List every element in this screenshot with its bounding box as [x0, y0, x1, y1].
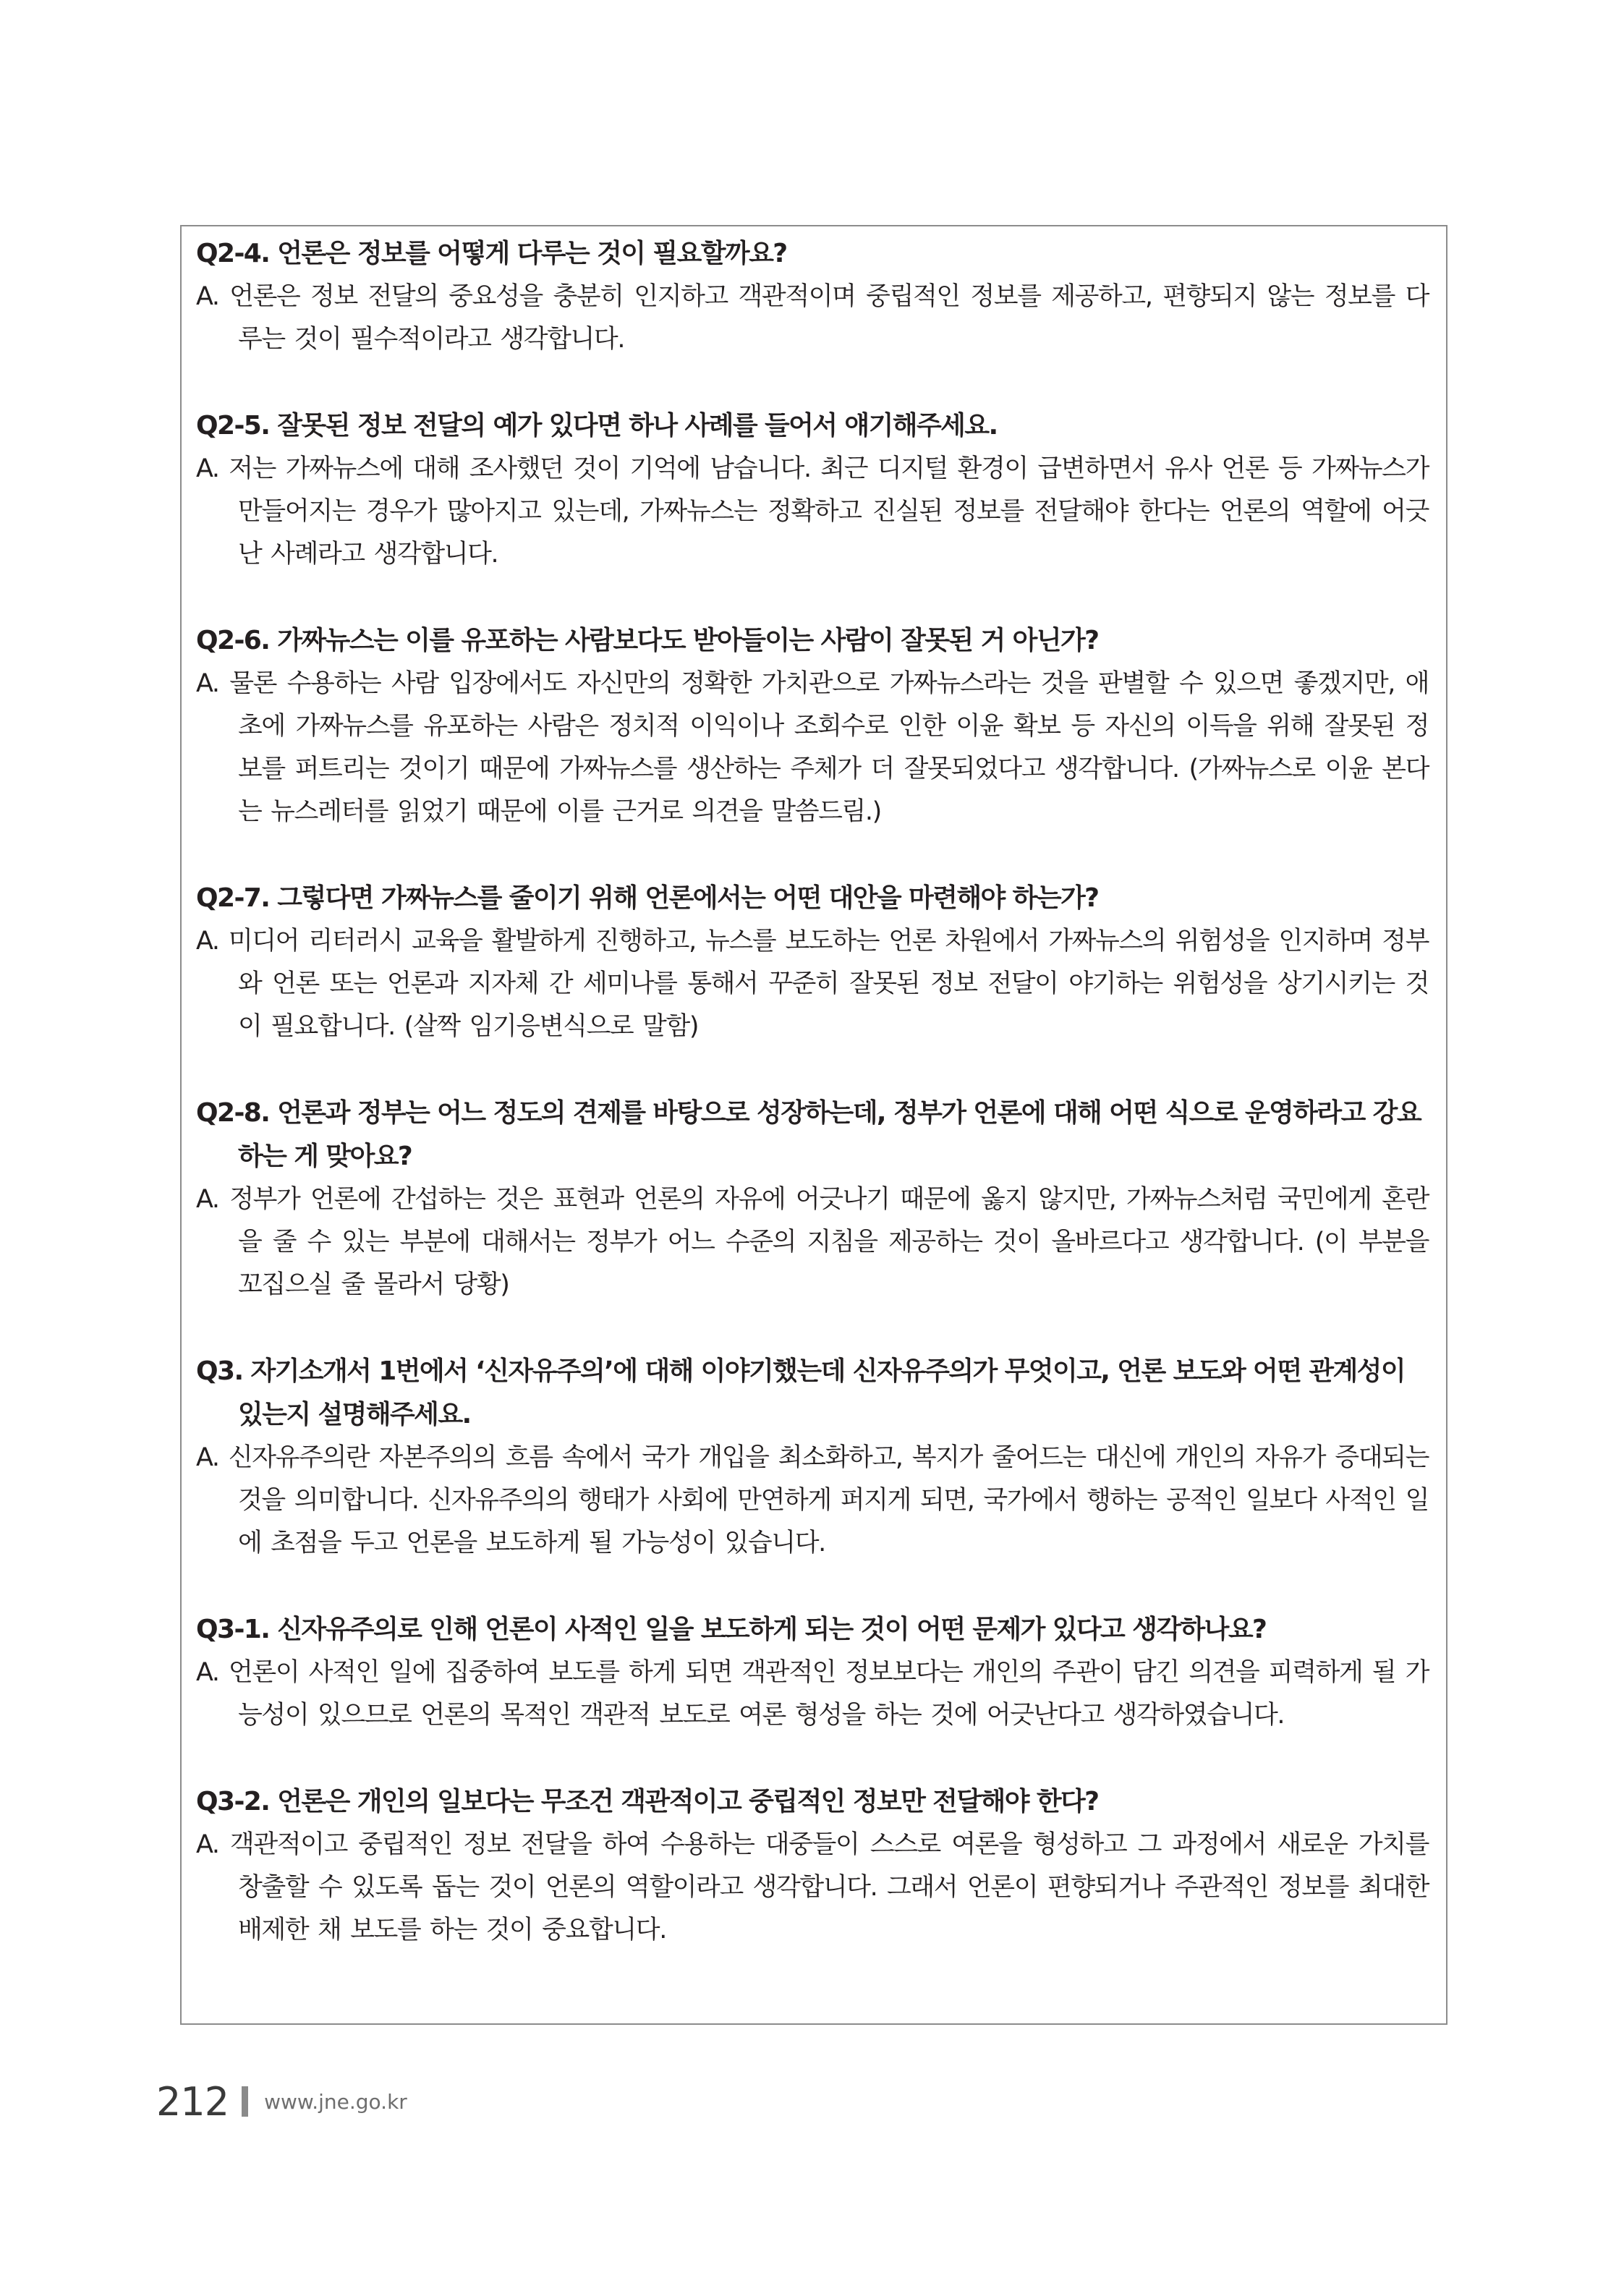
answer: A. 언론은 정보 전달의 중요성을 충분히 인지하고 객관적이며 중립적인 정보를 제공하고, 편향되지 않는 정보를 다루는 것이 필수적이라고 생각합니다.	[196, 282, 1429, 354]
page-footer	[156, 2076, 407, 2127]
qa-item-q3-2	[196, 1780, 1429, 1952]
answer: A. 물론 수용하는 사람 입장에서도 자신만의 정확한 가치관으로 가짜뉴스라는 것을 판별할 수 있으면 좋겠지만, 애초에 가짜뉴스를 유포하는 사람은 정치적 이익이나 조회수로 인한 이윤 확보 등 자신의 이득을 위해 잘못된 정보를 퍼트리는 것이기 때문에 가짜뉴스를 생산하는 주체가 더 잘못되었다고 생각합니다. (가짜뉴스로 이윤 본다는 뉴스레터를 읽었기 때문에 이를 근거로 의견을 말씀드림.)	[196, 669, 1429, 826]
qa-item-q2-4	[196, 232, 1429, 361]
qa-item-q2-7	[196, 877, 1429, 1048]
question: Q3-1. 신자유주의로 인해 언론이 사적인 일을 보도하게 되는 것이 어떤 문제가 있다고 생각하나요?	[196, 1615, 1267, 1644]
question: Q2-5. 잘못된 정보 전달의 예가 있다면 하나 사례를 들어서 얘기해주세요.	[196, 411, 998, 441]
qa-box	[180, 225, 1447, 2025]
footer-divider	[242, 2086, 248, 2117]
answer: A. 저는 가짜뉴스에 대해 조사했던 것이 기억에 남습니다. 최근 디지털 환경이 급변하면서 유사 언론 등 가짜뉴스가 만들어지는 경우가 많아지고 있는데, 가짜뉴스는 정확하고 진실된 정보를 전달해야 한다는 언론의 역할에 어긋난 사례라고 생각합니다.	[196, 454, 1429, 569]
qa-item-q2-8	[196, 1092, 1429, 1306]
question: Q3. 자기소개서 1번에서 ‘신자유주의’에 대해 이야기했는데 신자유주의가 무엇이고, 언론 보도와 어떤 관계성이 있는지 설명해주세요.	[196, 1356, 1406, 1429]
page-number: 212	[156, 2078, 229, 2125]
answer: A. 정부가 언론에 간섭하는 것은 표현과 언론의 자유에 어긋나기 때문에 옳지 않지만, 가짜뉴스처럼 국민에게 혼란을 줄 수 있는 부분에 대해서는 정부가 어느 수준의 지침을 제공하는 것이 올바르다고 생각합니다. (이 부분을 꼬집으실 줄 몰라서 당황)	[196, 1185, 1429, 1299]
qa-item-q2-5	[196, 404, 1429, 576]
site-url: www.jne.go.kr	[264, 2089, 407, 2114]
question: Q2-8. 언론과 정부는 어느 정도의 견제를 바탕으로 성장하는데, 정부가 언론에 대해 어떤 식으로 운영하라고 강요하는 게 맞아요?	[196, 1098, 1421, 1171]
qa-item-q3-1	[196, 1608, 1429, 1737]
question: Q2-4. 언론은 정보를 어떻게 다루는 것이 필요할까요?	[196, 239, 787, 268]
answer: A. 언론이 사적인 일에 집중하여 보도를 하게 되면 객관적인 정보보다는 개인의 주관이 담긴 의견을 피력하게 될 가능성이 있으므로 언론의 목적인 객관적 보도로 여론 형성을 하는 것에 어긋난다고 생각하였습니다.	[196, 1658, 1429, 1730]
answer: A. 미디어 리터러시 교육을 활발하게 진행하고, 뉴스를 보도하는 언론 차원에서 가짜뉴스의 위험성을 인지하며 정부와 언론 또는 언론과 지자체 간 세미나를 통해서 꾸준히 잘못된 정보 전달이 야기하는 위험성을 상기시키는 것이 필요합니다. (살짝 임기응변식으로 말함)	[196, 927, 1429, 1041]
question: Q2-6. 가짜뉴스는 이를 유포하는 사람보다도 받아들이는 사람이 잘못된 거 아닌가?	[196, 626, 1099, 655]
question: Q2-7. 그렇다면 가짜뉴스를 줄이기 위해 언론에서는 어떤 대안을 마련해야 하는가?	[196, 883, 1099, 913]
answer: A. 객관적이고 중립적인 정보 전달을 하여 수용하는 대중들이 스스로 여론을 형성하고 그 과정에서 새로운 가치를 창출할 수 있도록 돕는 것이 언론의 역할이라고 생각합니다. 그래서 언론이 편향되거나 주관적인 정보를 최대한 배제한 채 보도를 하는 것이 중요합니다.	[196, 1830, 1429, 1945]
qa-item-q3	[196, 1350, 1429, 1565]
question: Q3-2. 언론은 개인의 일보다는 무조건 객관적이고 중립적인 정보만 전달해야 한다?	[196, 1787, 1099, 1816]
answer: A. 신자유주의란 자본주의의 흐름 속에서 국가 개입을 최소화하고, 복지가 줄어드는 대신에 개인의 자유가 증대되는 것을 의미합니다. 신자유주의의 행태가 사회에 만연하게 퍼지게 되면, 국가에서 행하는 공적인 일보다 사적인 일에 초점을 두고 언론을 보도하게 될 가능성이 있습니다.	[196, 1443, 1429, 1557]
qa-item-q2-6	[196, 619, 1429, 833]
